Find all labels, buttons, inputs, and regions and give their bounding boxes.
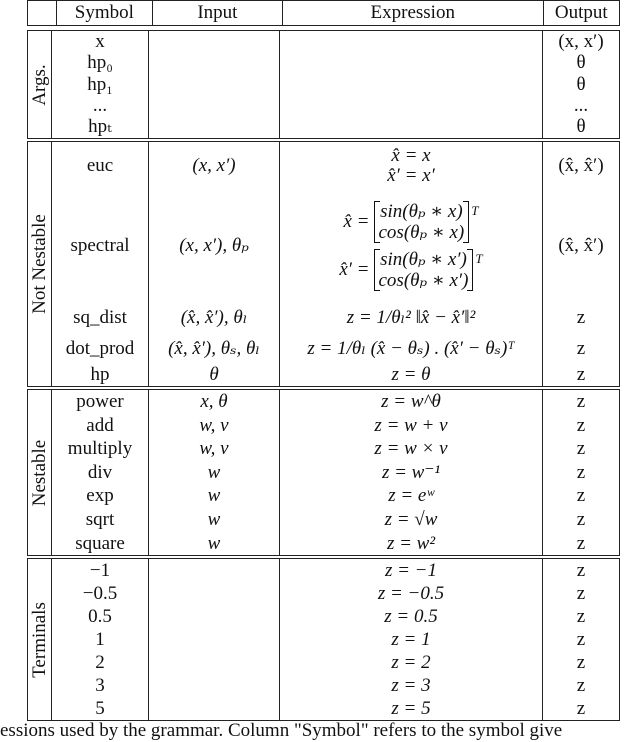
output-cell: z — [543, 364, 620, 386]
matrix-top: sin(θₚ ∗ x′) — [380, 249, 467, 270]
output-cell: z — [543, 508, 620, 532]
output-cell: z — [543, 628, 620, 651]
table-row — [52, 116, 620, 138]
output-cell: z — [543, 414, 620, 437]
table-row — [52, 190, 620, 302]
input-cell — [149, 582, 280, 605]
output-cell: z — [543, 532, 620, 555]
symbol-cell: div — [52, 461, 149, 484]
table-row — [52, 414, 620, 437]
input-cell: (x̂, x̂′), θₛ, θₗ — [149, 334, 280, 364]
symbol-cell: −0.5 — [52, 582, 149, 605]
header-symbol: Symbol — [57, 1, 153, 25]
output-cell: z — [543, 461, 620, 484]
section-args — [27, 30, 620, 138]
header-expression: Expression — [283, 1, 544, 25]
table-row — [52, 582, 620, 605]
table-body — [27, 30, 620, 721]
symbol-cell: 0.5 — [52, 605, 149, 628]
table-row — [52, 364, 620, 386]
section-label-text: Not Nestable — [28, 214, 50, 314]
matrix-transpose: T — [471, 203, 479, 218]
header-output: Output — [544, 1, 620, 25]
symbol-cell: exp — [52, 484, 149, 508]
expression-cell: z = −0.5 — [280, 582, 543, 605]
expression-cell — [280, 116, 543, 138]
expression-cell: z = 1/θₗ² ‖x̂ − x̂′‖² — [280, 302, 543, 334]
input-cell — [149, 697, 280, 720]
expression-cell — [280, 142, 543, 190]
table-row — [52, 484, 620, 508]
table-row — [52, 52, 620, 74]
table-row — [52, 532, 620, 555]
input-cell — [149, 96, 280, 116]
expression-cell — [280, 190, 543, 302]
input-cell: (x, x′) — [149, 142, 280, 190]
symbol-cell: hp₁ — [52, 74, 149, 96]
table-row — [52, 461, 620, 484]
symbol-cell: sqrt — [52, 508, 149, 532]
output-cell: z — [543, 437, 620, 461]
input-cell: θ — [149, 364, 280, 386]
symbol-cell: spectral — [52, 190, 149, 302]
table-header-row — [27, 0, 620, 26]
symbol-cell: sq_dist — [52, 302, 149, 334]
output-cell: z — [543, 582, 620, 605]
grammar-table — [27, 0, 620, 721]
expression-cell: z = 5 — [280, 697, 543, 720]
expression-cell: z = 1/θₗ (x̂ − θₛ) . (x̂′ − θₛ)ᵀ — [280, 334, 543, 364]
section-rows — [52, 31, 620, 138]
header-group-cell — [27, 1, 57, 25]
header-input: Input — [153, 1, 283, 25]
matrix-lhs: x̂′ = — [339, 259, 370, 280]
input-cell — [149, 605, 280, 628]
input-cell: w, v — [149, 437, 280, 461]
expression-cell: z = 2 — [280, 651, 543, 674]
matrix-bracket — [374, 249, 474, 291]
section-label — [27, 559, 52, 720]
input-cell: w — [149, 484, 280, 508]
matrix-lhs: x̂ = — [343, 211, 370, 232]
input-cell — [149, 52, 280, 74]
symbol-cell: 5 — [52, 697, 149, 720]
expression-cell: z = w² — [280, 532, 543, 555]
expression-cell — [280, 52, 543, 74]
input-cell — [149, 651, 280, 674]
expression-line: x̂ = x — [391, 145, 431, 166]
symbol-cell: 1 — [52, 628, 149, 651]
table-row — [52, 651, 620, 674]
table-row — [52, 605, 620, 628]
symbol-cell: add — [52, 414, 149, 437]
symbol-cell: −1 — [52, 559, 149, 582]
output-cell: θ — [543, 116, 620, 138]
matrix-bottom: cos(θₚ ∗ x) — [378, 222, 465, 243]
expression-cell: z = 0.5 — [280, 605, 543, 628]
output-cell: θ — [543, 52, 620, 74]
symbol-cell: x — [52, 31, 149, 52]
expression-cell: z = 3 — [280, 674, 543, 697]
output-cell: (x, x′) — [543, 31, 620, 52]
symbol-cell: hpₜ — [52, 116, 149, 138]
table-row — [52, 559, 620, 582]
symbol-cell: hp₀ — [52, 52, 149, 74]
output-cell: z — [543, 484, 620, 508]
symbol-cell: euc — [52, 142, 149, 190]
table-row — [52, 697, 620, 720]
table-row — [52, 674, 620, 697]
section-label-text: Args. — [28, 63, 50, 106]
output-cell: z — [543, 559, 620, 582]
output-cell: z — [543, 674, 620, 697]
symbol-cell: power — [52, 390, 149, 414]
section-label — [27, 31, 52, 138]
expression-cell: z = √w — [280, 508, 543, 532]
section-label — [27, 142, 52, 386]
table-row — [52, 96, 620, 116]
expression-cell — [280, 96, 543, 116]
section-label — [27, 390, 52, 555]
section-rows — [52, 390, 620, 555]
table-row — [52, 74, 620, 96]
table-row — [52, 508, 620, 532]
matrix-bracket — [374, 201, 470, 243]
section-not-nestable — [27, 141, 620, 386]
expression-cell: z = w^θ — [280, 390, 543, 414]
symbol-cell: square — [52, 532, 149, 555]
table-row — [52, 390, 620, 414]
table-row — [52, 31, 620, 52]
output-cell: θ — [543, 74, 620, 96]
matrix-expression — [343, 201, 478, 243]
expression-cell — [280, 31, 543, 52]
input-cell — [149, 674, 280, 697]
output-cell: z — [543, 390, 620, 414]
section-label-text: Terminals — [28, 601, 50, 678]
input-cell — [149, 559, 280, 582]
matrix-bottom: cos(θₚ ∗ x′) — [378, 270, 469, 291]
output-cell: ... — [543, 96, 620, 116]
matrix-top: sin(θₚ ∗ x) — [380, 201, 463, 222]
expression-line: x̂′ = x′ — [387, 165, 435, 186]
symbol-cell: hp — [52, 364, 149, 386]
symbol-cell: 3 — [52, 674, 149, 697]
input-cell — [149, 628, 280, 651]
input-cell: x, θ — [149, 390, 280, 414]
expression-cell: z = w⁻¹ — [280, 461, 543, 484]
matrix-expression — [339, 249, 482, 291]
output-cell: (x̂, x̂′) — [543, 190, 620, 302]
symbol-cell: 2 — [52, 651, 149, 674]
input-cell — [149, 31, 280, 52]
expression-cell: z = w × v — [280, 437, 543, 461]
table-row — [52, 334, 620, 364]
section-rows — [52, 142, 620, 386]
output-cell: z — [543, 605, 620, 628]
input-cell — [149, 116, 280, 138]
input-cell: w — [149, 532, 280, 555]
section-rows — [52, 559, 620, 720]
symbol-cell: ... — [52, 96, 149, 116]
input-cell — [149, 74, 280, 96]
input-cell: (x̂, x̂′), θₗ — [149, 302, 280, 334]
matrix-transpose: T — [475, 251, 483, 266]
table-row — [52, 628, 620, 651]
section-label-text: Nestable — [28, 439, 50, 506]
symbol-cell: dot_prod — [52, 334, 149, 364]
symbol-cell: multiply — [52, 437, 149, 461]
table-row — [52, 302, 620, 334]
output-cell: z — [543, 302, 620, 334]
output-cell: z — [543, 651, 620, 674]
output-cell: z — [543, 334, 620, 364]
expression-cell: z = −1 — [280, 559, 543, 582]
output-cell: (x̂, x̂′) — [543, 142, 620, 190]
input-cell: w — [149, 508, 280, 532]
output-cell: z — [543, 697, 620, 720]
input-cell: w, v — [149, 414, 280, 437]
expression-cell: z = 1 — [280, 628, 543, 651]
section-terminals — [27, 558, 620, 721]
expression-cell — [280, 74, 543, 96]
expression-cell: z = w + v — [280, 414, 543, 437]
table-caption: essions used by the grammar. Column "Symbol" refers to the symbol give — [0, 720, 563, 741]
table-row — [52, 437, 620, 461]
section-nestable — [27, 389, 620, 555]
expression-cell: z = θ — [280, 364, 543, 386]
expression-cell: z = eʷ — [280, 484, 543, 508]
input-cell: w — [149, 461, 280, 484]
table-row — [52, 142, 620, 190]
input-cell: (x, x′), θₚ — [149, 190, 280, 302]
